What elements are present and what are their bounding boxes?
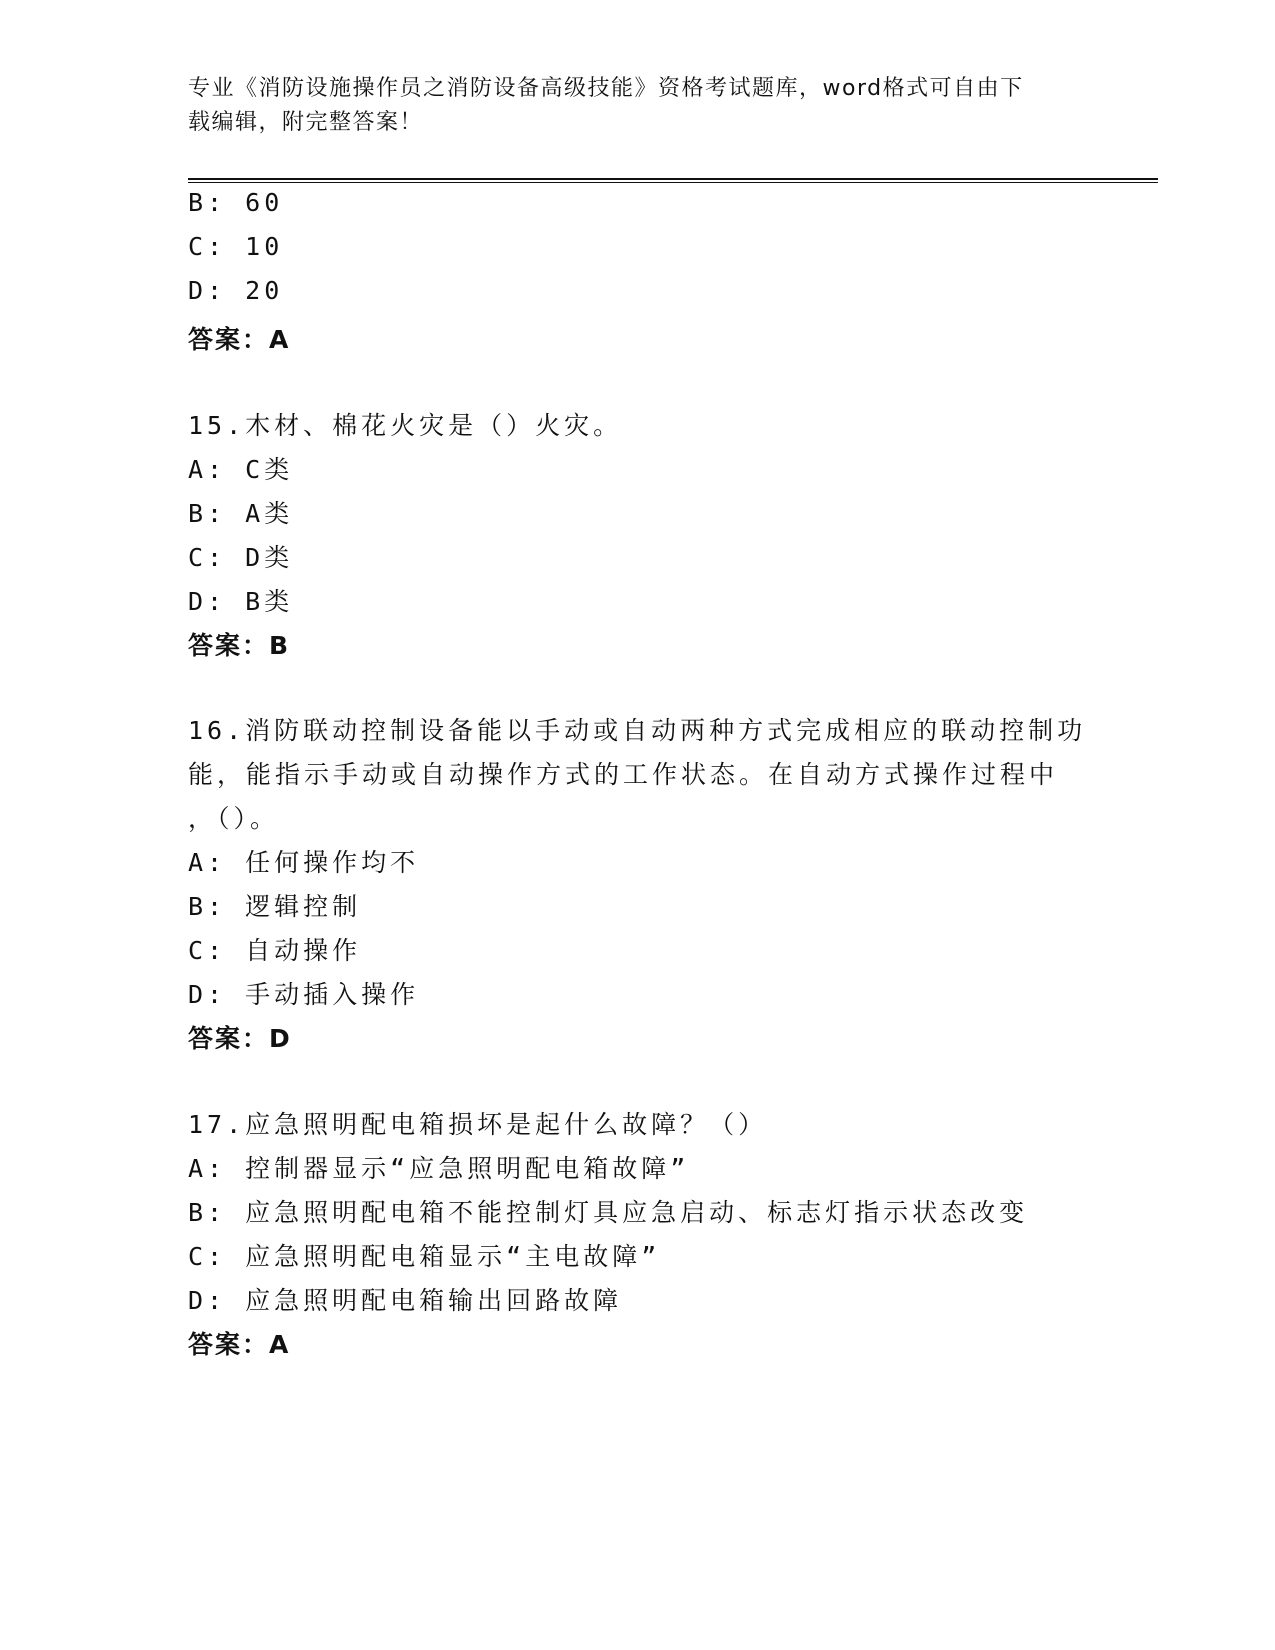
answer-line: 答案：A [188,1330,291,1359]
answer-line: 答案：D [188,1024,292,1053]
option-line: D: B类 [188,587,294,616]
option-line: C: 自动操作 [188,936,362,965]
option-line: D: 20 [188,276,284,305]
answer-line: 答案：A [188,325,291,354]
option-line: A: 任何操作均不 [188,848,420,877]
option-line: B: 逻辑控制 [188,892,362,921]
option-line: B: A类 [188,499,294,528]
option-line: A: C类 [188,455,294,484]
document-header [188,72,1068,140]
question-text: 能，能指示手动或自动操作方式的工作状态。在自动方式操作过程中 [188,760,1059,789]
header-divider [188,178,1158,183]
option-line: C: D类 [188,543,294,572]
header-line-1: 专业《消防设施操作员之消防设备高级技能》资格考试题库，word格式可自由下 [188,76,1024,101]
option-line: D: 手动插入操作 [188,980,420,1009]
header-line-2: 载编辑，附完整答案！ [188,110,424,135]
option-line: A: 控制器显示“应急照明配电箱故障” [188,1154,690,1183]
question-text: 17.应急照明配电箱损坏是起什么故障？（） [188,1110,768,1139]
question-text: ，（）。 [188,804,280,833]
option-line: B: 应急照明配电箱不能控制灯具应急启动、标志灯指示状态改变 [188,1198,1029,1227]
question-text: 15.木材、棉花火灾是（）火灾。 [188,411,623,440]
answer-line: 答案：B [188,631,291,660]
option-line: D: 应急照明配电箱输出回路故障 [188,1286,623,1315]
option-line: B: 60 [188,188,284,217]
option-line: C: 10 [188,232,284,261]
option-line: C: 应急照明配电箱显示“主电故障” [188,1242,661,1271]
question-text: 16.消防联动控制设备能以手动或自动两种方式完成相应的联动控制功 [188,716,1087,745]
